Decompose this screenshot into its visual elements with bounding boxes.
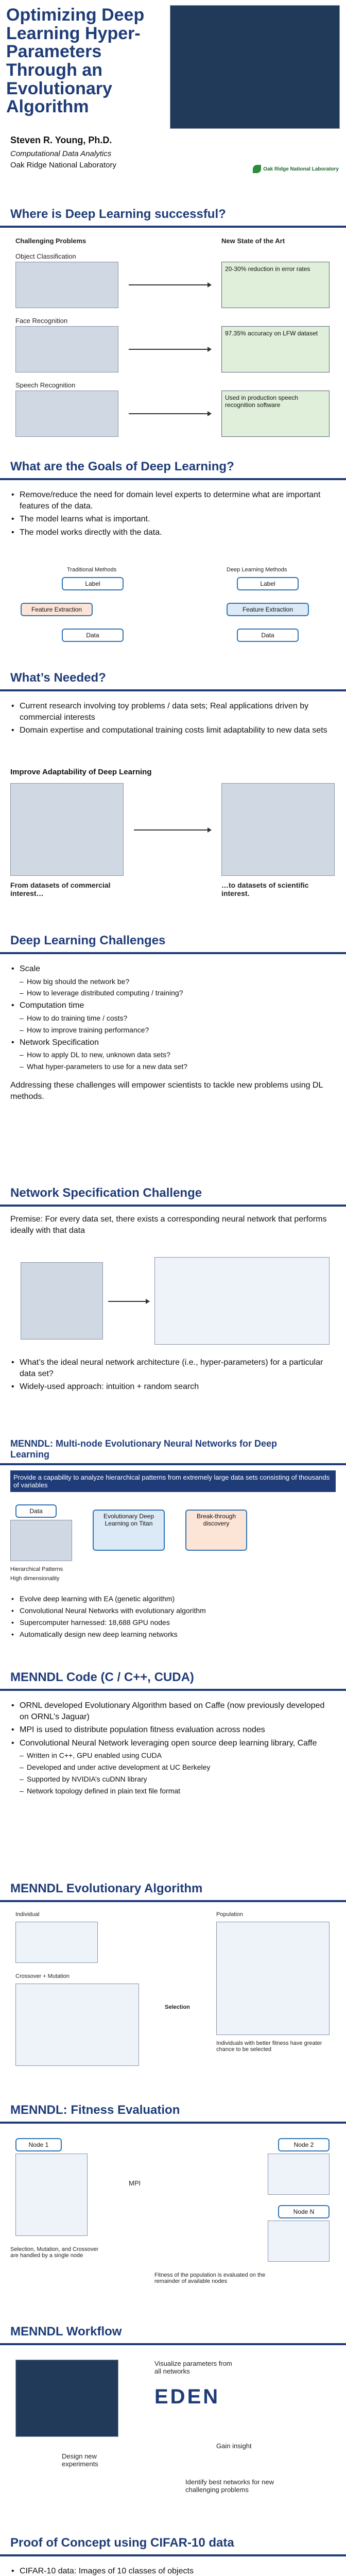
- feature-node: Feature Extraction: [21, 603, 93, 616]
- title-rule: [0, 2343, 346, 2345]
- col-left-label: Challenging Problems: [15, 237, 86, 245]
- title-rule: [0, 1900, 346, 1902]
- left-caption: Selection, Mutation, and Crossover are handled by a single node: [10, 2246, 99, 2259]
- node-1: Node 1: [15, 2138, 62, 2151]
- menndl-image: [15, 2360, 118, 2437]
- slide-needed: [0, 665, 346, 922]
- bullet: • ORNL developed Evolutionary Algorithm based on Caffe (now previously developed on ORNL’s Jaguar): [10, 1700, 336, 1722]
- bullet: • Convolutional Neural Network leveraging open source deep learning library, Caffe: [10, 1738, 336, 1749]
- challenges-summary: Addressing these challenges will empower scientists to tackle new problems using DL methods.: [10, 1081, 323, 1101]
- challenges-list: [10, 961, 336, 1102]
- code-bullets: [10, 1698, 336, 1798]
- selection-label: Selection: [165, 2004, 190, 2010]
- bullet: • Current research involving toy problems / data sets; Real applications driven by commercial interests: [10, 701, 336, 723]
- slide-title: What’s Needed?: [10, 671, 106, 685]
- arrow: [129, 413, 211, 414]
- sub-bullet: – How big should the network be?: [10, 977, 336, 987]
- sub-bullet: – Supported by NVIDIA’s cuDNN library: [10, 1774, 336, 1784]
- population-image: [216, 1922, 330, 2035]
- slide-title: Network Specification Challenge: [10, 1186, 202, 1200]
- slide-success: [0, 201, 346, 448]
- node-n-image: [268, 2221, 330, 2262]
- col-right-label: New State of the Art: [221, 237, 285, 245]
- bullet: • Scale: [10, 963, 336, 975]
- sub-bullet: – Network topology defined in plain text file format: [10, 1786, 336, 1796]
- slide-title: Where is Deep Learning successful?: [10, 207, 226, 221]
- right-caption: Fitness of the population is evaluated on the remainder of available nodes: [154, 2272, 266, 2284]
- label-node: Label: [237, 577, 299, 590]
- row-label: Face Recognition: [15, 317, 68, 325]
- slide-title: What are the Goals of Deep Learning?: [10, 460, 234, 473]
- bullet: • Supercomputer harnessed: 18,688 GPU nodes: [10, 1618, 336, 1628]
- sub-bullet: – How to improve training performance?: [10, 1025, 336, 1035]
- bullet: • Evolve deep learning with EA (genetic algorithm): [10, 1594, 336, 1604]
- title-rule: [0, 226, 346, 228]
- slide-goals: [0, 453, 346, 659]
- proof-bullets: [10, 2564, 336, 2576]
- visualize-label: Visualize parameters from all networks: [154, 2360, 232, 2375]
- slide-menndl-intro: [0, 1432, 346, 1659]
- to-text: …to datasets of scientific interest.: [221, 881, 309, 897]
- data-set-image: [21, 1262, 103, 1340]
- slide-proof: [0, 2530, 346, 2576]
- network-image: [154, 1257, 330, 1345]
- selection-note: Individuals with better fitness have greater chance to be selected: [216, 2040, 322, 2053]
- bullet: • Widely-used approach: intuition + random search: [10, 1381, 336, 1393]
- bullet: • CIFAR-10 data: Images of 10 classes of objects: [10, 2566, 336, 2576]
- row-image: [15, 326, 118, 372]
- design-label: Design new experiments: [62, 2452, 98, 2468]
- title-rule: [0, 478, 346, 480]
- result-box: Used in production speech recognition software: [221, 391, 330, 437]
- title-rule: [0, 1463, 346, 1465]
- sub-bullet: – How to apply DL to new, unknown data sets?: [10, 1050, 336, 1060]
- bullet: • Automatically design new deep learning networks: [10, 1630, 336, 1639]
- node-1-image: [15, 2154, 88, 2236]
- traditional-label: Traditional Methods: [67, 567, 117, 573]
- ornl-logo: Oak Ridge National Laboratory: [253, 165, 339, 173]
- node-2-image: [268, 2154, 330, 2195]
- population-label: Population: [216, 1911, 243, 1918]
- spec-bullets: [10, 1355, 336, 1395]
- slide-workflow: [0, 2318, 346, 2524]
- commercial-image: [10, 783, 124, 876]
- sub-bullet: – Written in C++, GPU enabled using CUDA: [10, 1751, 336, 1760]
- data-node: Data: [62, 629, 124, 642]
- mpi-label: MPI: [129, 2179, 141, 2187]
- individual-label: Individual: [15, 1911, 40, 1918]
- sub-bullet: – What hyper-parameters to use for a new data set?: [10, 1062, 336, 1072]
- author-dept: Computational Data Analytics: [10, 149, 112, 158]
- slide-code: [0, 1664, 346, 1870]
- crossover-label: Crossover + Mutation: [15, 1973, 70, 1979]
- individual-image: [15, 1922, 98, 1963]
- slide-fitness: [0, 2097, 346, 2313]
- slide-title: MENNDL: Multi-node Evolutionary Neural Networks for Deep Learning: [10, 1438, 278, 1460]
- high-dim-label: High dimensionality: [10, 1575, 60, 1582]
- author-lab: Oak Ridge National Laboratory: [10, 161, 116, 170]
- data-node: Data: [15, 1504, 57, 1518]
- gain-label: Gain insight: [216, 2442, 252, 2450]
- title-rule: [0, 2554, 346, 2556]
- title-rule: [0, 689, 346, 691]
- node-2: Node 2: [278, 2138, 330, 2151]
- slide-spec-challenge: [0, 1180, 346, 1427]
- result-box: 97.35% accuracy on LFW dataset: [221, 326, 330, 372]
- slide-title: MENNDL Evolutionary Algorithm: [10, 1882, 203, 1895]
- bullet: • What’s the ideal neural network architecture (i.e., hyper-parameters) for a particular data set?: [10, 1357, 336, 1379]
- menndl-intro-bullets: [10, 1592, 336, 1641]
- needed-bullets: [10, 699, 336, 738]
- goals-bullets: [10, 487, 336, 540]
- row-label: Object Classification: [15, 252, 76, 260]
- slide-title: [0, 0, 346, 196]
- bullet: • Computation time: [10, 1000, 336, 1011]
- slide-title: Deep Learning Challenges: [10, 934, 166, 947]
- feature-node: Feature Extraction: [227, 603, 309, 616]
- breakthrough-node: Break-through discovery: [185, 1510, 247, 1551]
- slide-title: MENNDL Workflow: [10, 2325, 122, 2338]
- title-rule: [0, 952, 346, 954]
- hero-image: [170, 5, 340, 129]
- node-n: Node N: [278, 2205, 330, 2218]
- title-rule: [0, 1689, 346, 1691]
- identify-label: Identify best networks for new challenging problems: [185, 2478, 274, 2494]
- bullet: • Convolutional Neural Networks with evolutionary algorithm: [10, 1606, 336, 1616]
- eden-logo: EDEN: [154, 2385, 220, 2408]
- arrow: [134, 829, 211, 831]
- slide-title: MENNDL: Fitness Evaluation: [10, 2103, 180, 2117]
- scientific-image: [221, 783, 335, 876]
- bullet: • Remove/reduce the need for domain level experts to determine what are important features of the data.: [10, 489, 336, 512]
- title-rule: [0, 1205, 346, 1207]
- slide-challenges: [0, 927, 346, 1175]
- arrow: [129, 349, 211, 350]
- hier-label: Hierarchical Patterns: [10, 1566, 63, 1572]
- sub-bullet: – How to do training time / costs?: [10, 1013, 336, 1023]
- from-text: From datasets of commercial interest…: [10, 881, 111, 897]
- bullet: • Network Specification: [10, 1037, 336, 1048]
- improve-heading: Improve Adaptability of Deep Learning: [10, 768, 152, 776]
- result-box: 20-30% reduction in error rates: [221, 262, 330, 308]
- row-image: [15, 391, 118, 437]
- sub-bullet: – How to leverage distributed computing / training?: [10, 988, 336, 998]
- bullet: • The model learns what is important.: [10, 514, 336, 525]
- slide-title: Proof of Concept using CIFAR-10 data: [10, 2536, 234, 2550]
- bullet: • Domain expertise and computational training costs limit adaptability to new data sets: [10, 725, 336, 736]
- row-label: Speech Recognition: [15, 381, 76, 389]
- bullet: • The model works directly with the data.: [10, 527, 336, 538]
- arrow: [129, 284, 211, 285]
- slide-title: MENNDL Code (C / C++, CUDA): [10, 1670, 194, 1684]
- data-node: Data: [237, 629, 299, 642]
- dl-label: Deep Learning Methods: [227, 567, 287, 573]
- data-image: [10, 1520, 72, 1561]
- sub-bullet: – Developed and under active development at UC Berkeley: [10, 1762, 336, 1772]
- menndl-banner: Provide a capability to analyze hierarchical patterns from extremely large data sets consisting of thousands of variables: [10, 1470, 336, 1492]
- poster-title: Optimizing Deep Learning Hyper-Parameters Through an Evolutionary Algorithm: [6, 5, 145, 117]
- premise-text: Premise: For every data set, there exists a corresponding neural network that performs ideally with that data: [10, 1215, 327, 1235]
- label-node: Label: [62, 577, 124, 590]
- arrow: [108, 1301, 149, 1302]
- crossover-image: [15, 1984, 139, 2066]
- evo-node: Evolutionary Deep Learning on Titan: [93, 1510, 165, 1551]
- title-rule: [0, 2122, 346, 2124]
- author-name: Steven R. Young, Ph.D.: [10, 135, 112, 145]
- bullet: • MPI is used to distribute population fitness evaluation across nodes: [10, 1724, 336, 1736]
- row-image: [15, 262, 118, 308]
- slide-evo-algorithm: [0, 1875, 346, 2092]
